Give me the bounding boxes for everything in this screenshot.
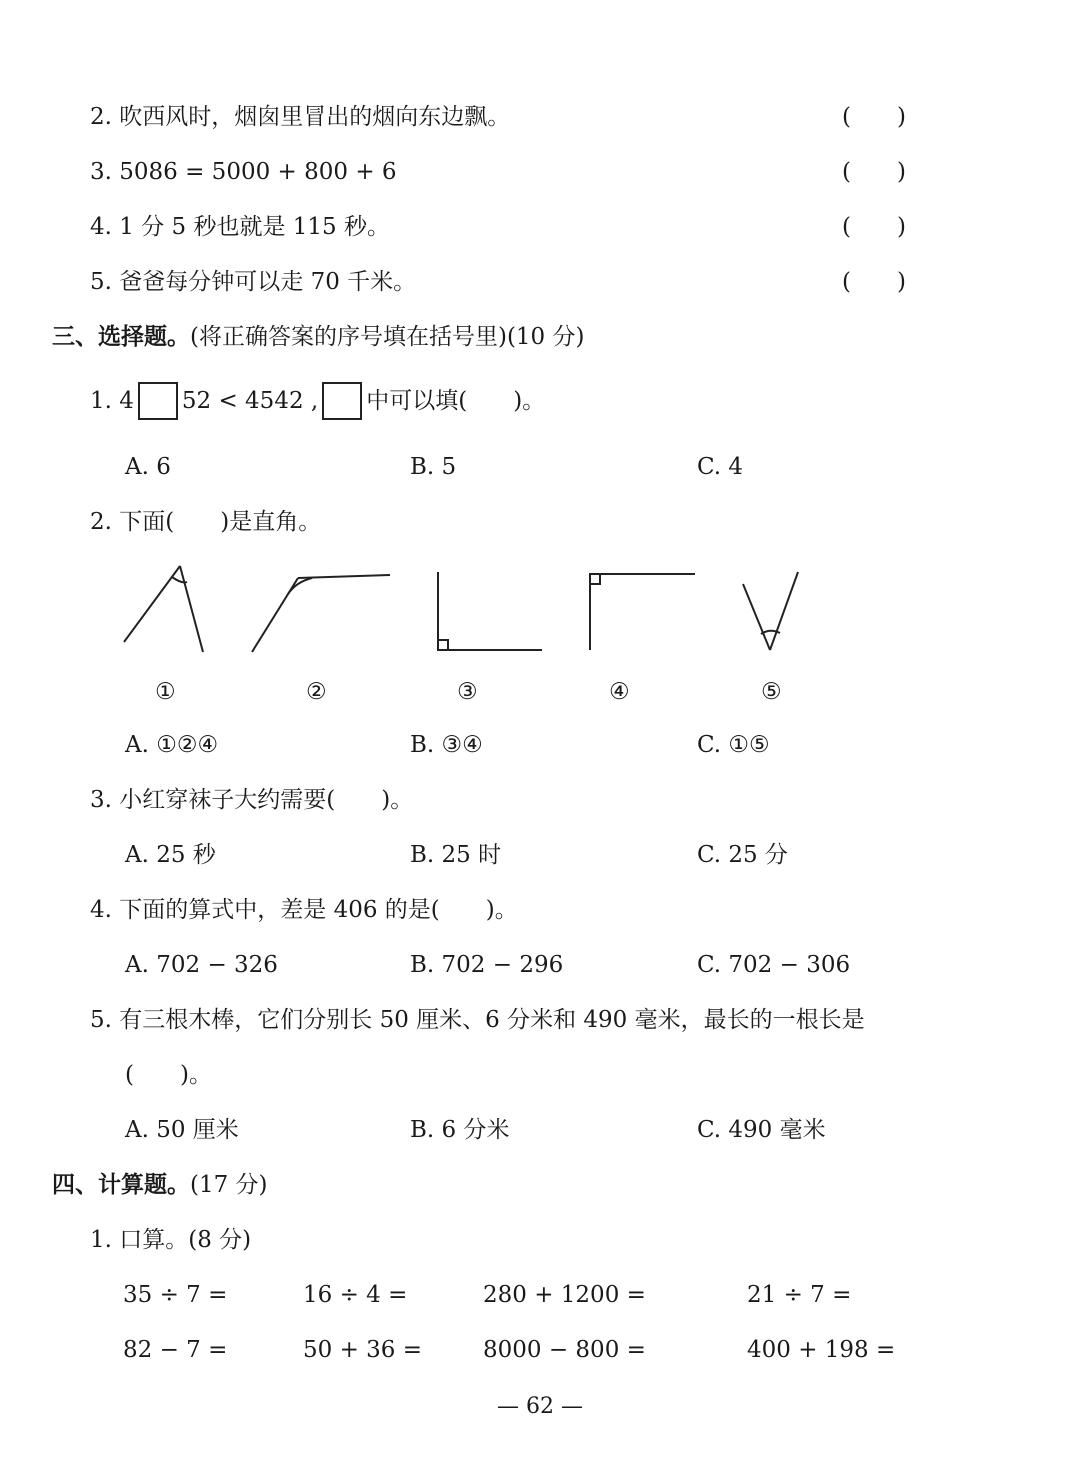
q5-option-a[interactable]: A. 50 厘米: [125, 1117, 239, 1143]
q5-option-b[interactable]: B. 6 分米: [410, 1117, 510, 1143]
q3-option-c[interactable]: C. 25 分: [697, 842, 788, 868]
section-3-note: (将正确答案的序号填在括号里)(10 分): [190, 324, 585, 350]
angle-figure-4: [590, 574, 695, 650]
angle-figure-2: [252, 575, 390, 652]
judge-item-4: 4. 1 分 5 秒也就是 115 秒。: [90, 214, 390, 240]
q1-option-b[interactable]: B. 5: [410, 454, 457, 480]
answer-paren-judge-4[interactable]: ( ): [842, 214, 906, 240]
angle-figure-3: [438, 572, 542, 650]
q5-option-c[interactable]: C. 490 毫米: [697, 1117, 826, 1143]
answer-box-1[interactable]: [138, 382, 178, 420]
figure-label-4: ④: [609, 679, 630, 705]
calc-r1-c1: 35 ÷ 7 =: [123, 1282, 228, 1308]
angle-figure-1: [124, 566, 203, 652]
calc-r2-c1: 82 − 7 =: [123, 1337, 228, 1363]
q4-option-a[interactable]: A. 702 − 326: [125, 952, 278, 978]
judge-item-5: 5. 爸爸每分钟可以走 70 千米。: [90, 269, 417, 295]
calc-r1-c3: 280 + 1200 =: [483, 1282, 646, 1308]
section-4-title: 四、计算题。: [52, 1171, 190, 1198]
angle-figures: [110, 560, 810, 660]
q2-option-b[interactable]: B. ③④: [410, 732, 483, 758]
q3-option-b[interactable]: B. 25 时: [410, 842, 502, 868]
q3-option-a[interactable]: A. 25 秒: [125, 842, 216, 868]
section-3-title: 三、选择题。: [52, 323, 190, 350]
answer-paren-judge-5[interactable]: ( ): [842, 269, 906, 295]
answer-paren-judge-2[interactable]: ( ): [842, 104, 906, 130]
answer-box-2[interactable]: [322, 382, 362, 420]
q1-option-a[interactable]: A. 6: [125, 454, 171, 480]
section-3-heading: [52, 322, 584, 352]
judge-item-2: 2. 吹西风时，烟囱里冒出的烟向东边飘。: [90, 104, 511, 130]
section-4-note: (17 分): [190, 1172, 268, 1198]
section-4-heading: [52, 1170, 268, 1200]
angle-figure-5: [743, 572, 798, 650]
figure-label-1: ①: [155, 679, 176, 705]
answer-paren-judge-3[interactable]: ( ): [842, 159, 906, 185]
question-5-line2: ( )。: [125, 1062, 212, 1088]
question-1-prefix: 1. 4: [90, 388, 134, 414]
calc-r1-c2: 16 ÷ 4 =: [303, 1282, 408, 1308]
q1-option-c[interactable]: C. 4: [697, 454, 744, 480]
figure-label-5: ⑤: [761, 679, 782, 705]
calc-r2-c4: 400 + 198 =: [747, 1337, 896, 1363]
figure-label-2: ②: [306, 679, 327, 705]
calc-subtitle: 1. 口算。(8 分): [90, 1227, 252, 1253]
question-3: 3. 小红穿袜子大约需要( )。: [90, 787, 414, 813]
question-1: [90, 382, 545, 420]
q4-option-c[interactable]: C. 702 − 306: [697, 952, 851, 978]
question-4: 4. 下面的算式中，差是 406 的是( )。: [90, 897, 518, 923]
question-2: 2. 下面( )是直角。: [90, 509, 322, 535]
q2-option-a[interactable]: A. ①②④: [125, 732, 219, 758]
question-1-suffix: 中可以填( )。: [366, 388, 546, 414]
figure-label-3: ③: [457, 679, 478, 705]
judge-item-3: 3. 5086 = 5000 + 800 + 6: [90, 159, 397, 185]
question-1-mid: 52 < 4542 ,: [181, 388, 319, 414]
calc-r1-c4: 21 ÷ 7 =: [747, 1282, 852, 1308]
question-5: 5. 有三根木棒，它们分别长 50 厘米、6 分米和 490 毫米，最长的一根长是: [90, 1007, 865, 1033]
calc-r2-c3: 8000 − 800 =: [483, 1337, 646, 1363]
calc-r2-c2: 50 + 36 =: [303, 1337, 423, 1363]
q2-option-c[interactable]: C. ①⑤: [697, 732, 770, 758]
q4-option-b[interactable]: B. 702 − 296: [410, 952, 564, 978]
page-number: — 62 —: [497, 1394, 583, 1419]
